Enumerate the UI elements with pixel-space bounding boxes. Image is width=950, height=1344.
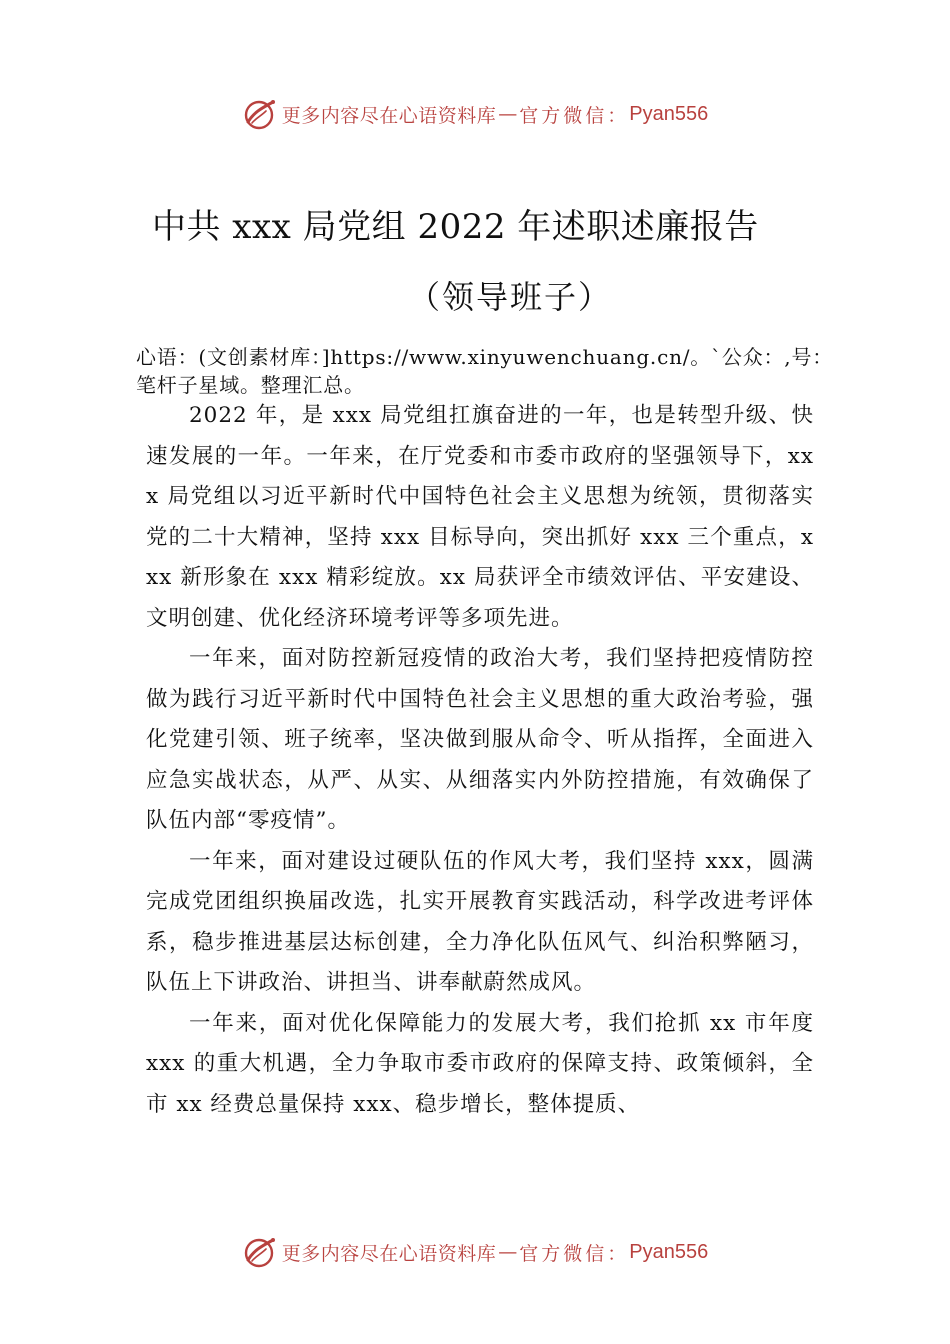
body-paragraph: 一年来，面对建设过硬队伍的作风大考，我们坚持 xxx，圆满完成党团组织换届改选，扎实开展教育实践活动，科学改进考评体系，稳步推进基层达标创建，全力净化队伍风气、纠治积弊陋习，队伍上下讲政治、讲担当、讲奉献蔚然成风。 [146,848,814,995]
brush-logo-icon [242,1234,278,1270]
document-body [146,396,814,1125]
banner-wechat-id: Pyan556 [629,1240,709,1263]
banner-wechat-label: 官方微信： [519,104,630,127]
body-paragraph: 2022 年，是 xxx 局党组扛旗奋进的一年，也是转型升级、快速发展的一年。一年来，在厅党委和市委市政府的坚强领导下，xxx 局党组以习近平新时代中国特色社会主义思想为统领，贯彻落实党的二十大精神，坚持 xxx 目标导向，突出抓好 xxx 三个重点，xxx 新形象在 xxx 精彩绽放。xx 局获评全市绩效评估、平安建设、文明创建、优化经济环境考评等多项先进。 [146,403,814,631]
document-subtitle: （领导班子） [408,278,613,316]
header-watermark-banner [0,94,950,134]
banner-wechat-id: Pyan556 [629,102,709,125]
document-title: 中共 xxx 局党组 2022 年述职述廉报告 [152,207,759,247]
body-paragraph: 一年来，面对优化保障能力的发展大考，我们抢抓 xx 市年度 xxx 的重大机遇，全力争取市委市政府的保障支持、政策倾斜，全市 xx 经费总量保持 xxx、稳步增长，整体提质、 [146,1010,814,1117]
body-paragraph: 一年来，面对防控新冠疫情的政治大考，我们坚持把疫情防控做为践行习近平新时代中国特色社会主义思想的重大政治考验，强化党建引领、班子统率，坚决做到服从命令、听从指挥，全面进入应急实战状态，从严、从实、从细落实内外防控措施，有效确保了队伍内部“零疫情”。 [146,646,814,833]
banner-site-text: 更多内容尽在心语资料库 [281,104,497,127]
banner-separator: — [498,1241,518,1263]
banner-wechat-label: 官方微信： [519,1242,630,1265]
footer-watermark-banner [0,1232,950,1272]
source-note: 心语：(文创素材库：]https://www.xinyuwenchuang.cn/。`公众：,号：笔杆子星域。整理汇总。 [136,345,834,397]
banner-site-text: 更多内容尽在心语资料库 [281,1242,497,1265]
banner-separator: — [498,103,518,125]
brush-logo-icon [242,96,278,132]
